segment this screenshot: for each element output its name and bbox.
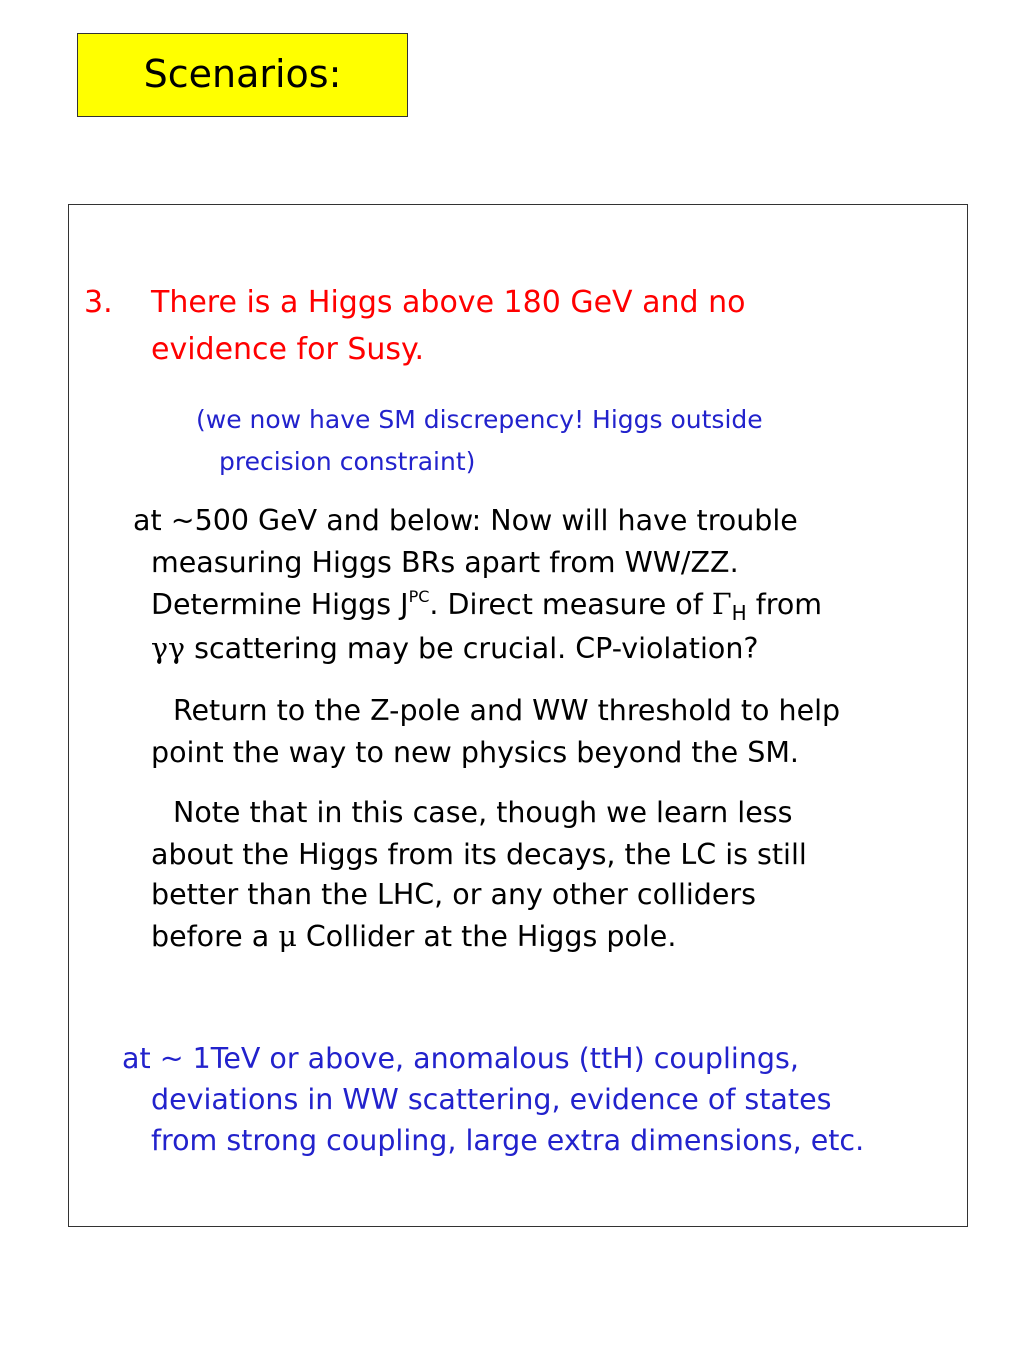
pz-line1: Return to the Z-pole and WW threshold to help [173, 694, 841, 727]
p500-line1: at ~500 GeV and below: Now will have trouble [133, 504, 798, 537]
gamma-gamma-symbol: γγ [151, 632, 186, 665]
p1tev-line1: at ~ 1TeV or above, anomalous (ttH) couplings, [122, 1042, 799, 1075]
pnote-line4-b: Collider at the Higgs pole. [296, 920, 677, 953]
scenario-note-line2: precision constraint) [219, 447, 476, 476]
p500-line2: measuring Higgs BRs apart from WW/ZZ. [151, 546, 739, 579]
p500-line3-b: . Direct measure of [429, 588, 712, 621]
pnote-line2: about the Higgs from its decays, the LC is still [151, 838, 807, 871]
jpc-superscript: PC [408, 587, 430, 606]
title-box [77, 33, 408, 117]
page-title: Scenarios: [143, 52, 342, 96]
pnote-line4-a: before a [151, 920, 279, 953]
scenario-heading-line1: There is a Higgs above 180 GeV and no [151, 285, 746, 320]
p500-line3 [151, 587, 823, 625]
scenario-heading-line2: evidence for Susy. [151, 332, 425, 367]
p500-line4 [151, 632, 759, 666]
scenario-number: 3. [84, 285, 113, 320]
pnote-line1: Note that in this case, though we learn less [173, 796, 793, 829]
p500-line4-text: scattering may be crucial. CP-violation? [185, 632, 759, 665]
p1tev-line2: deviations in WW scattering, evidence of states [151, 1083, 832, 1116]
p1tev-line3: from strong coupling, large extra dimensions, etc. [151, 1124, 865, 1157]
scenario-note-line1: (we now have SM discrepency! Higgs outside [196, 405, 763, 434]
mu-symbol: μ [278, 920, 297, 953]
p500-line3-a: Determine Higgs J [151, 588, 409, 621]
pnote-line3: better than the LHC, or any other colliders [151, 878, 756, 911]
p500-line3-c: from [746, 588, 823, 621]
gamma-subscript: H [731, 601, 747, 625]
pnote-line4 [151, 920, 676, 954]
gamma-symbol: Γ [711, 588, 732, 621]
pz-line2: point the way to new physics beyond the SM. [151, 736, 799, 769]
